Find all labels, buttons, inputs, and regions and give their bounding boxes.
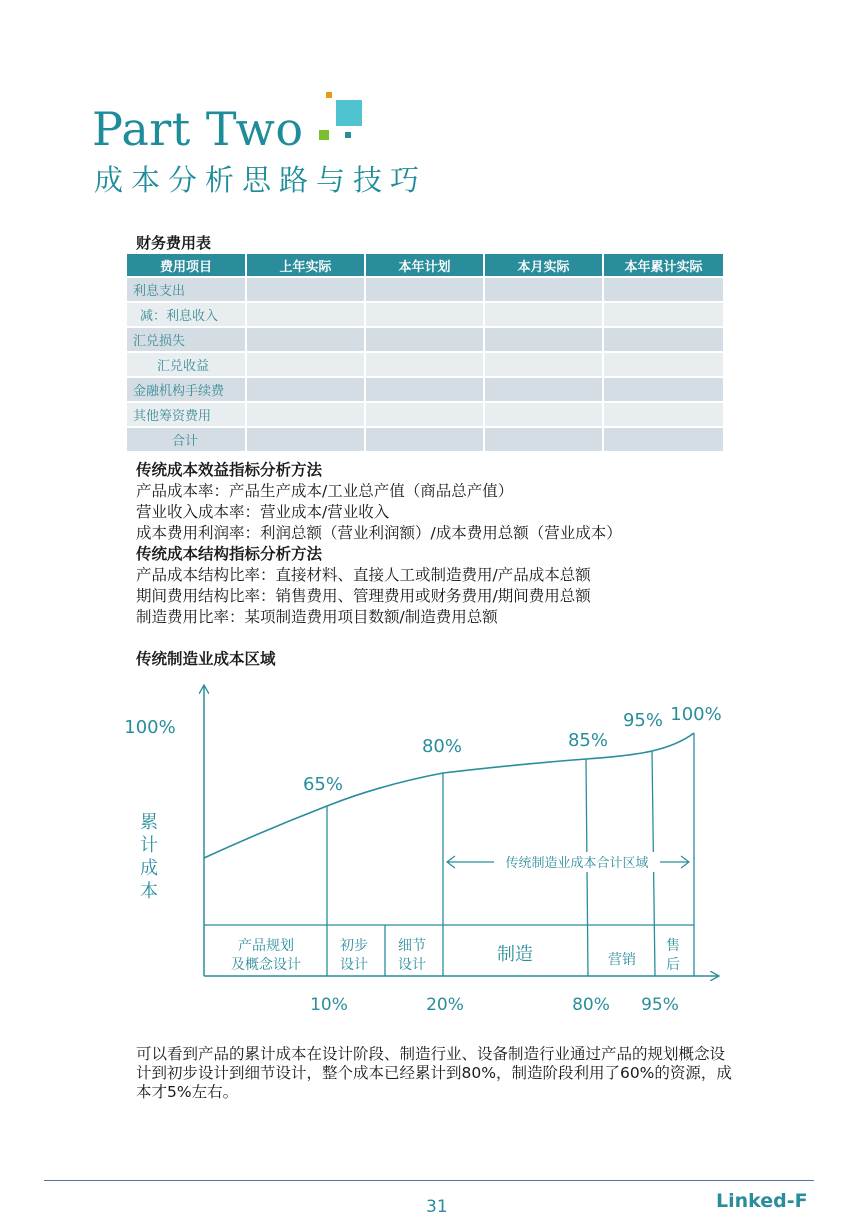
table-cell [603, 427, 723, 451]
table-row [127, 277, 723, 302]
row-label: 合计 [127, 427, 246, 451]
table-cell [246, 302, 365, 327]
table-header-cell: 费用项目 [127, 254, 246, 277]
table-cell [246, 352, 365, 377]
decor-square-cyan [336, 100, 362, 126]
stage-label: 初步设计 [340, 938, 368, 973]
table-header-row [127, 254, 723, 277]
structure-line: 制造费用比率：某项制造费用项目数额/制造费用总额 [136, 608, 498, 626]
table-cell [365, 327, 484, 352]
table-cell [246, 377, 365, 402]
benefit-line: 产品成本率：产品生产成本/工业总产值（商品总产值） [136, 482, 514, 500]
stage-labels [231, 937, 680, 973]
table-row [127, 302, 723, 327]
structure-line: 产品成本结构比率：直接材料、直接人工或制造费用/产品成本总额 [136, 566, 591, 584]
y-axis-title: 累计成本 [140, 812, 158, 902]
table-cell [484, 302, 603, 327]
table-cell [246, 327, 365, 352]
table-row [127, 377, 723, 402]
table-header-cell: 本月实际 [484, 254, 603, 277]
benefit-line: 营业收入成本率：营业成本/营业收入 [136, 503, 390, 521]
structure-method-title: 传统成本结构指标分析方法 [136, 545, 323, 563]
cumulative-cost-chart [0, 670, 850, 1030]
part-title: Part Two [92, 102, 304, 156]
table-cell [484, 377, 603, 402]
table-cell [603, 277, 723, 302]
table-cell [365, 352, 484, 377]
table-header-cell: 上年实际 [246, 254, 365, 277]
table-cell [365, 377, 484, 402]
table-cell [246, 427, 365, 451]
table-title: 财务费用表 [136, 234, 212, 252]
table-row [127, 427, 723, 451]
table-cell [603, 302, 723, 327]
table-cell [365, 302, 484, 327]
decor-square-teal [345, 132, 351, 138]
x-tick-label: 80% [572, 995, 610, 1015]
table-row [127, 402, 723, 427]
brand-logo: Linked-F [716, 1190, 808, 1212]
x-tick-label: 95% [641, 995, 679, 1015]
row-label: 利息支出 [127, 277, 246, 302]
row-label: 其他筹资费用 [127, 402, 246, 427]
stage-label: 制造 [497, 944, 533, 965]
x-tick-label: 10% [310, 995, 348, 1015]
footer-divider [44, 1180, 814, 1181]
benefit-line: 成本费用利润率：利润总额（营业利润额）/成本费用总额（营业成本） [136, 524, 622, 542]
y-axis-100-label: 100% [124, 717, 176, 738]
structure-line: 期间费用结构比率：销售费用、管理费用或财务费用/期间费用总额 [136, 587, 591, 605]
decor-square-orange [326, 92, 332, 98]
conclusion-paragraph: 可以看到产品的累计成本在设计阶段、制造行业、设备制造行业通过产品的规划概念设计到初步设计到细节设计，整个成本已经累计到80%，制造阶段利用了60%的资源，成本才5%左右。 [136, 1045, 732, 1101]
annotation-label: 传统制造业成本合计区域 [505, 856, 649, 871]
point-label-80: 80% [421, 736, 463, 757]
page-number: 31 [426, 1197, 448, 1217]
row-label: 减：利息收入 [127, 302, 246, 327]
table-cell [365, 277, 484, 302]
table-header-cell: 本年计划 [365, 254, 484, 277]
table-cell [484, 427, 603, 451]
chart-section-title: 传统制造业成本区域 [136, 650, 276, 668]
table-cell [246, 402, 365, 427]
finance-expense-table [127, 254, 723, 451]
table-cell [365, 402, 484, 427]
x-tick-label: 20% [426, 995, 464, 1015]
stage-label: 产品规划及概念设计 [231, 938, 301, 973]
table-cell [484, 277, 603, 302]
stage-label: 营销 [608, 952, 636, 968]
table-cell [246, 277, 365, 302]
table-row [127, 327, 723, 352]
table-cell [484, 352, 603, 377]
row-label: 金融机构手续费 [127, 377, 246, 402]
table-cell [365, 427, 484, 451]
table-cell [484, 402, 603, 427]
row-label: 汇兑损失 [127, 327, 246, 352]
table-header-cell: 本年累计实际 [603, 254, 723, 277]
table-cell [603, 352, 723, 377]
table-cell [603, 377, 723, 402]
table-cell [603, 402, 723, 427]
point-label-65: 65% [302, 774, 344, 795]
point-label-100: 100% [670, 704, 722, 725]
part-subtitle: 成本分析思路与技巧 [94, 163, 428, 197]
decor-square-green [319, 130, 329, 140]
benefit-method-title: 传统成本效益指标分析方法 [136, 461, 323, 479]
point-label-95: 95% [622, 710, 664, 731]
stage-label: 售后 [666, 938, 680, 973]
table-cell [484, 327, 603, 352]
table-row [127, 352, 723, 377]
row-label: 汇兑收益 [127, 352, 246, 377]
stage-label: 细节设计 [398, 938, 426, 973]
point-label-85: 85% [567, 730, 609, 751]
table-cell [603, 327, 723, 352]
